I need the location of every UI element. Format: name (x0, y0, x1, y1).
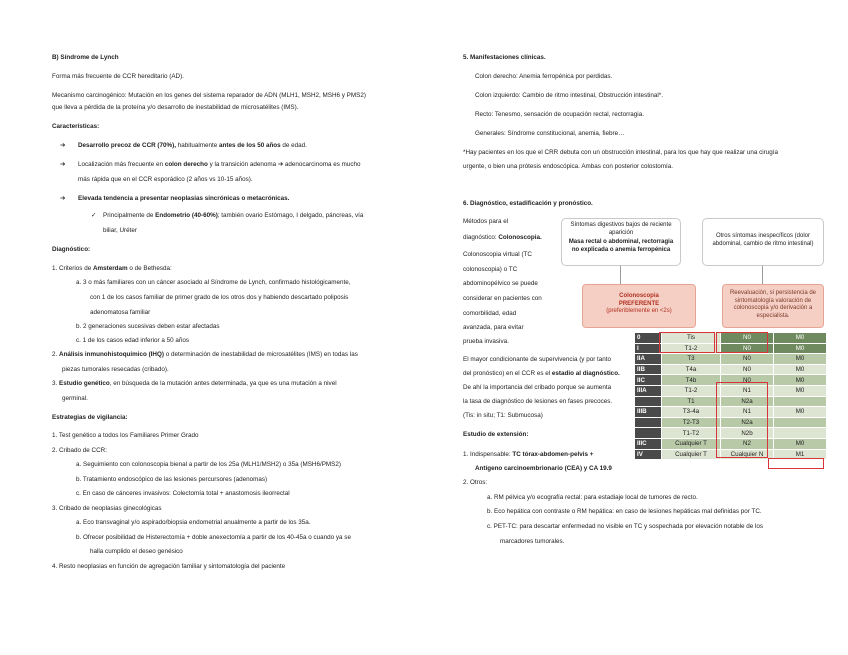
t-cell: T3-4a (662, 407, 721, 418)
flow-connector (620, 266, 621, 284)
paragraph: Mecanismo carcinogénico: Mutación en los genes del sistema reparador de ADN (MLH1, MSH2, MSH6 y PMS2) (52, 92, 366, 99)
bullet-text: Localización más frecuente en colon derecho y la transición adenoma ➔ adenocarcinoma es mucho (78, 161, 361, 168)
n-cell: N0 (721, 333, 774, 344)
subheading-extension: Estudio de extensión: (463, 431, 529, 438)
bullet-text: Desarrollo precoz de CCR (70%), habitualmente antes de los 50 años de edad. (78, 142, 307, 149)
footnote: *Hay pacientes en los que el CRR debuta con un obstrucción intestinal, para los que hay que realizar una cirugía (463, 149, 779, 156)
list-item: piezas tumorales resecadas (cribado). (62, 366, 169, 373)
bullet-text: Elevada tendencia a presentar neoplasias sincrónicas o metacrónicas. (78, 195, 290, 202)
paragraph: la tasa de diagnóstico de lesiones en fases precoces. (463, 398, 613, 405)
paragraph: Recto: Tenesmo, sensación de ocupación rectal, rectorragia. (475, 111, 644, 118)
paragraph: considerar en pacientes con (463, 295, 542, 302)
m-cell (774, 396, 827, 407)
list-item: 1. Indispensable: TC tórax-abdomen-pelvis + (463, 451, 594, 458)
footnote: urgente, o bien una prótesis endoscópica. Ambas con posterior colostomía. (463, 163, 674, 170)
list-item: c. PET-TC: para descartar enfermedad no visible en TC y sospechada por elevación notable de los (487, 523, 764, 530)
n-cell: N2a (721, 417, 774, 428)
m-cell: M0 (774, 364, 827, 375)
paragraph: Colonoscopia virtual (TC (463, 251, 532, 258)
list-item: marcadores tumorales. (500, 538, 565, 545)
arrow-bullet-icon: ➔ (60, 142, 66, 149)
n-cell: N2 (721, 438, 774, 449)
list-item: adenomatosa familiar (90, 309, 151, 316)
m-cell (774, 428, 827, 439)
paragraph: colonoscopia) o TC (463, 266, 518, 273)
m-cell: M0 (774, 333, 827, 344)
m-cell: M0 (774, 343, 827, 354)
flow-box-symptoms: Síntomas digestivos bajos de reciente aparición Masa rectal o abdominal, rectorragia no explicada o anemia ferropénica (561, 218, 681, 266)
m-cell (774, 417, 827, 428)
t-cell: T1-2 (662, 385, 721, 396)
paragraph: avanzada, para evitar (463, 324, 524, 331)
list-item: a. 3 o más familiares con un cáncer asociado al Síndrome de Lynch, confirmado histológicamente, (76, 279, 351, 286)
stage-cell: IIIA (635, 385, 662, 396)
highlight-box-n-positive (716, 382, 768, 458)
t-cell: T1-T2 (662, 428, 721, 439)
section-title-manifestaciones: 5. Manifestaciones clínicas. (463, 54, 546, 61)
t-cell: T4a (662, 364, 721, 375)
flow-box-other-symptoms: Otros síntomas inespecíficos (dolor abdominal, cambio de ritmo intestinal) (702, 218, 824, 266)
m-cell: M0 (774, 354, 827, 365)
arrow-bullet-icon: ➔ (60, 195, 66, 202)
subheading-estrategias: Estrategias de vigilancia: (52, 414, 128, 421)
stage-cell (635, 417, 662, 428)
stage-cell (635, 428, 662, 439)
n-cell: N0 (721, 375, 774, 386)
subheading-caracteristicas: Características: (52, 123, 100, 130)
m-cell: M0 (774, 407, 827, 418)
paragraph: Forma más frecuente de CCR hereditario (AD). (52, 73, 184, 80)
list-item: 3. Estudio genético, en búsqueda de la mutación antes determinada, ya que es una mutación a nivel (52, 380, 337, 387)
n-cell: N1 (721, 407, 774, 418)
list-item: Antígeno carcinoembrionario (CEA) y CA 19.9 (475, 465, 612, 472)
section-title-diagnostico: 6. Diagnóstico, estadificación y pronóstico. (463, 200, 593, 207)
highlight-box-early-t (659, 332, 715, 353)
list-item: con 1 de los casos familiar de primer grado de los otros dos y habiendo descartado poliposis (90, 294, 349, 301)
list-item: c. En caso de cánceres invasivos: Colectomía total + anastomosis ileorrectal (76, 490, 290, 497)
t-cell: T1 (662, 396, 721, 407)
m-cell: M0 (774, 385, 827, 396)
paragraph: Generales: Síndrome constitucional, anemia, fiebre… (475, 130, 625, 137)
list-item: b. Ofrecer posibilidad de Histerectomía + doble anexectomía a partir de los 40-45a o cuando ya se (76, 534, 351, 541)
paragraph: prueba invasiva. (463, 338, 509, 345)
checkmark-icon: ✓ (91, 212, 97, 219)
n-cell: N2b (721, 428, 774, 439)
t-cell: T1-2 (662, 343, 721, 354)
list-item: b. Eco hepática con contraste o RM hepática: en caso de lesiones hepáticas mal definidas por TC. (487, 508, 762, 515)
n-cell: N0 (721, 354, 774, 365)
flow-box-colonoscopia: Colonoscopia PREFERENTE (preferiblemente en <2s) (582, 284, 696, 328)
list-item: a. Seguimiento con colonoscopia bienal a partir de los 25a (MLH1/MSH2) o 35a (MSH6/PMS2) (76, 461, 341, 468)
stage-cell: IV (635, 449, 662, 460)
n-cell: Cualquier N (721, 449, 774, 460)
bullet-text: más rápida que en el CCR esporádico (2 años vs 10-15 años). (78, 176, 253, 183)
highlight-box-n0 (716, 332, 768, 353)
stage-cell: 0 (635, 333, 662, 344)
paragraph: abdominopélvico se puede (463, 280, 538, 287)
paragraph: De ahí la importancia del cribado porque se aumenta (463, 384, 612, 391)
t-cell: T4b (662, 375, 721, 386)
n-cell: N2a (721, 396, 774, 407)
t-cell: Cualquier T (662, 438, 721, 449)
paragraph: El mayor condicionante de supervivencia (y por tanto (463, 356, 612, 363)
list-item: a. Eco transvaginal y/o aspirado/biopsia endometrial anualmente a partir de los 35a. (76, 519, 311, 526)
list-item: 2. Cribado de CCR: (52, 447, 107, 454)
list-item: 2. Otros: (463, 479, 488, 486)
m-cell: M0 (774, 438, 827, 449)
section-title-lynch: B) Síndrome de Lynch (52, 54, 119, 61)
t-cell: Tis (662, 333, 721, 344)
list-item: b. Tratamiento endoscópico de las lesiones percursores (adenomas) (76, 476, 268, 483)
stage-cell: I (635, 343, 662, 354)
list-item: germinal. (62, 395, 88, 402)
paragraph: Colon derecho: Anemia ferropénica por perdidas. (475, 73, 613, 80)
list-item: 1. Criterios de Amsterdam o de Bethesda: (52, 265, 172, 272)
m-cell: M0 (774, 375, 827, 386)
highlight-box-m1 (768, 458, 824, 469)
list-item: 3. Cribado de neoplasias ginecológicas (52, 505, 162, 512)
stage-cell: IIIC (635, 438, 662, 449)
paragraph: Métodos para el (463, 218, 509, 225)
stage-cell: IIA (635, 354, 662, 365)
list-item: 1. Test genético a todos los Familiares Primer Grado (52, 432, 199, 439)
stage-cell: IIB (635, 364, 662, 375)
bullet-text: biliar, Uréter (103, 227, 137, 234)
list-item: halla cumplido el deseo genésico (90, 548, 183, 555)
arrow-bullet-icon: ➔ (60, 161, 66, 168)
flow-box-reevaluacion: Reevaluación, si persistencia de sintomatología valoración de colonoscopia y/o derivación a especialista. (722, 284, 824, 328)
n-cell: N0 (721, 343, 774, 354)
paragraph: del pronóstico) en el CCR es el estadio al diagnóstico. (463, 370, 620, 377)
paragraph: diagnóstico: Colonoscopia. (463, 234, 542, 241)
list-item: 2. Análisis inmunohistoquímico (IHQ) o determinación de inestabilidad de microsatélites (IMS) en todas las (52, 351, 358, 358)
paragraph: (Tis: in situ; T1: Submucosa) (463, 412, 543, 419)
stage-cell: IIC (635, 375, 662, 386)
paragraph: comorbilidad, edad (463, 310, 517, 317)
list-item: c. 1 de los casos edad inferior a 50 años (76, 337, 190, 344)
stage-cell (635, 396, 662, 407)
table-row (635, 354, 827, 365)
n-cell: N0 (721, 364, 774, 375)
list-item: b. 2 generaciones sucesivas deben estar afectadas (76, 323, 220, 330)
paragraph: que lleva a pérdida de la proteína y/o desarrollo de inestabilidad de microsatélites (IMS). (52, 104, 299, 111)
t-cell: Cualquier T (662, 449, 721, 460)
t-cell: T2-T3 (662, 417, 721, 428)
list-item: 4. Resto neoplasias en función de agregación familiar y sintomatología del paciente (52, 563, 286, 570)
subheading-diagnostico: Diagnóstico: (52, 246, 91, 253)
n-cell: N1 (721, 385, 774, 396)
bullet-text: Principalmente de Endometrio (40-60%); también ovario Estómago, I delgado, páncreas, vía (103, 212, 364, 219)
flow-connector (762, 266, 763, 284)
paragraph: Colon izquierdo: Cambio de ritmo intestinal, Obstrucción intestinal*. (475, 92, 663, 99)
list-item: a. RM pélvica y/o ecografía rectal: para estadiaje local de tumores de recto. (487, 494, 698, 501)
t-cell: T3 (662, 354, 721, 365)
m-cell: M1 (774, 449, 827, 460)
table-row (635, 364, 827, 375)
stage-cell: IIIB (635, 407, 662, 418)
